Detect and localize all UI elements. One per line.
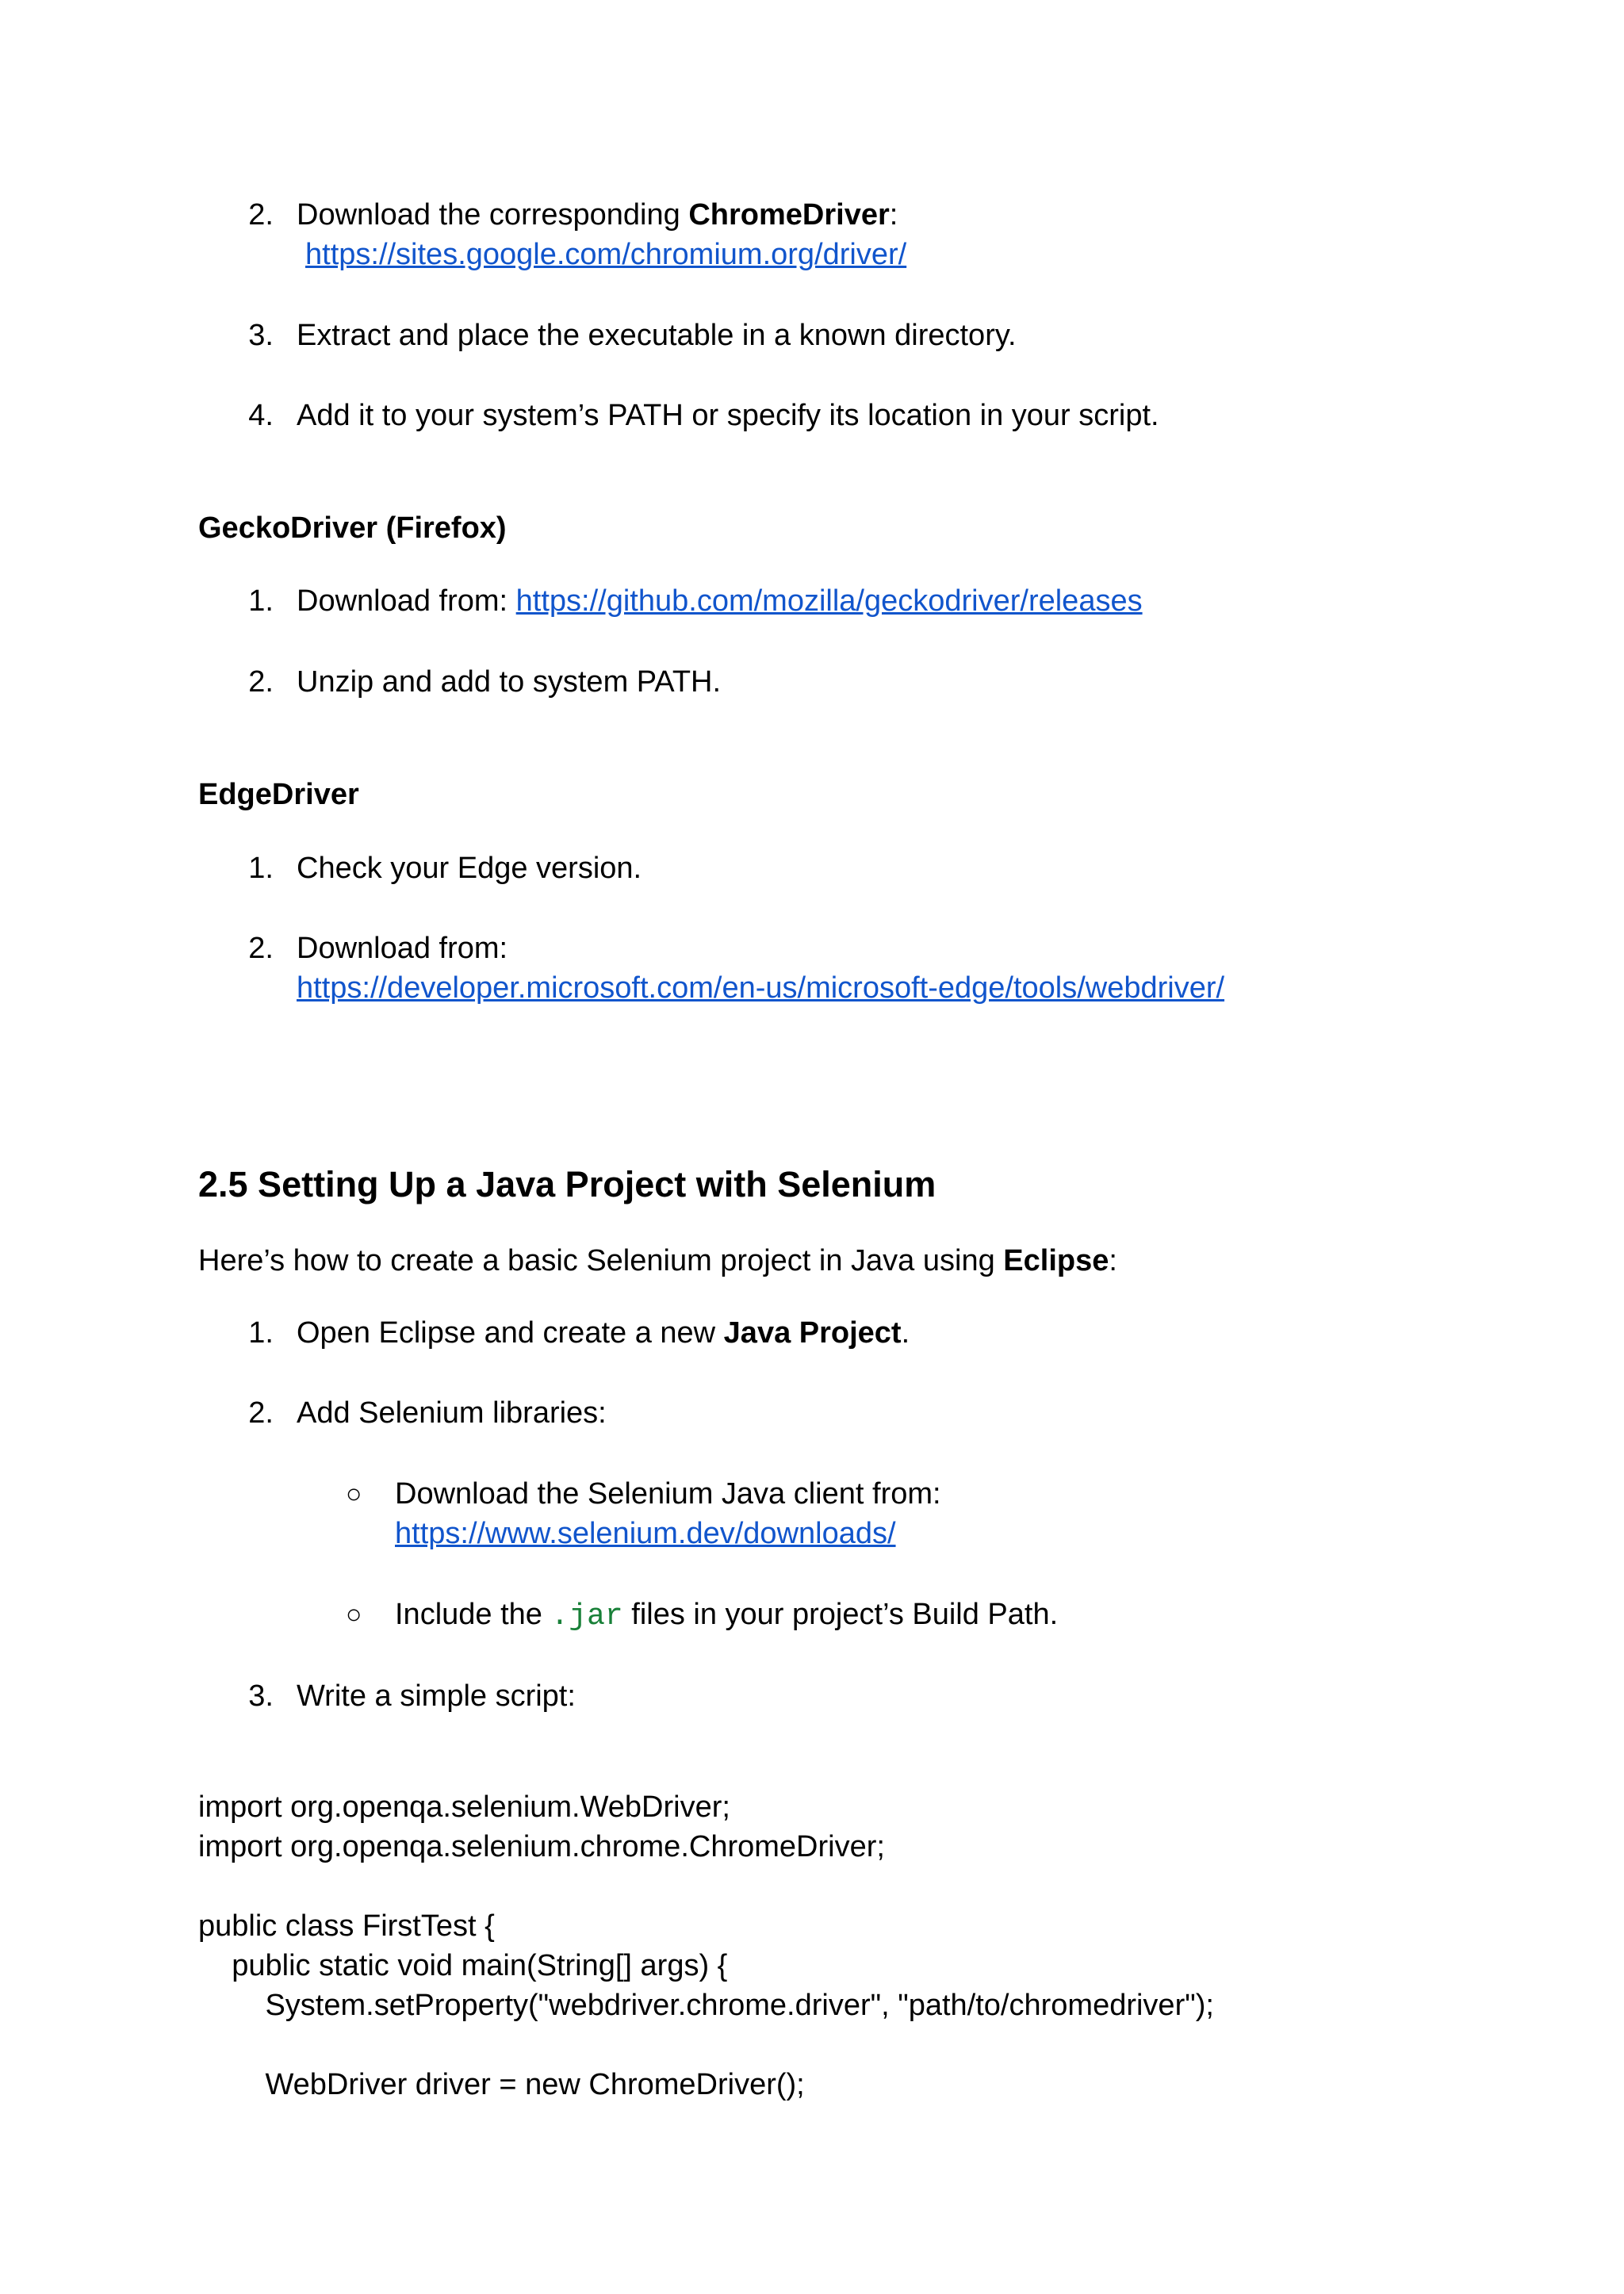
list-item-text [297, 1313, 910, 1353]
list-item-text: Download from: [297, 932, 508, 965]
list-item-text: Check your Edge version. [297, 852, 642, 885]
section-intro [198, 1241, 1117, 1281]
list-item-text-prefix: Open Eclipse and create a new [297, 1316, 724, 1350]
edgedriver-link[interactable]: https://developer.microsoft.com/en-us/microsoft-edge/tools/webdriver/ [297, 971, 1225, 1005]
chromedriver-link[interactable]: https://sites.google.com/chromium.org/driver/ [305, 238, 907, 271]
sub-list-item-prefix: Include the [395, 1598, 551, 1631]
list-item-text: Add it to your system’s PATH or specify its location in your script. [297, 399, 1159, 432]
code-line: public class FirstTest { [198, 1909, 495, 1943]
list-item-text: Extract and place the executable in a known directory. [297, 319, 1017, 352]
code-line: System.setProperty("webdriver.chrome.driver", "path/to/chromedriver"); [198, 1989, 1214, 2022]
list-item-text: Unzip and add to system PATH. [297, 665, 722, 699]
list-number: 1. [248, 1316, 274, 1350]
intro-suffix: : [1109, 1244, 1117, 1277]
list-item-text-prefix: Download from: [297, 584, 516, 618]
geckodriver-link[interactable]: https://github.com/mozilla/geckodriver/releases [515, 584, 1143, 618]
geckodriver-heading: GeckoDriver (Firefox) [198, 511, 507, 545]
list-item-text: Write a simple script: [297, 1679, 576, 1713]
inline-code: .jar [550, 1599, 623, 1633]
list-number: 2. [248, 665, 274, 699]
list-number: 2. [248, 198, 274, 232]
list-item-text: Add Selenium libraries: [297, 1396, 607, 1430]
list-number: 1. [248, 852, 274, 885]
sub-list-item-suffix: files in your project’s Build Path. [622, 1598, 1059, 1631]
list-item-text-suffix: : [889, 198, 898, 232]
list-item-text-suffix: . [901, 1316, 910, 1350]
list-number: 3. [248, 319, 274, 352]
edgedriver-heading: EdgeDriver [198, 778, 359, 811]
list-number: 2. [248, 932, 274, 965]
list-item-text-prefix: Download the corresponding [297, 198, 689, 232]
code-line: import org.openqa.selenium.chrome.ChromeDriver; [198, 1830, 885, 1863]
list-number: 1. [248, 584, 274, 618]
bold-term: ChromeDriver [688, 198, 890, 232]
section-title: 2.5 Setting Up a Java Project with Selenium [198, 1164, 936, 1204]
list-number: 4. [248, 399, 274, 432]
sub-list-item-text [395, 1595, 1058, 1637]
bold-term: Java Project [723, 1316, 902, 1350]
hollow-bullet-icon: ○ [346, 1599, 362, 1630]
code-line: WebDriver driver = new ChromeDriver(); [198, 2068, 805, 2101]
selenium-downloads-link[interactable]: https://www.selenium.dev/downloads/ [395, 1517, 896, 1550]
code-line: public static void main(String[] args) { [198, 1949, 728, 1982]
list-item-text [297, 195, 898, 235]
code-line: import org.openqa.selenium.WebDriver; [198, 1790, 730, 1824]
list-item-text [297, 581, 1143, 621]
hollow-bullet-icon: ○ [346, 1479, 362, 1509]
list-number: 2. [248, 1396, 274, 1430]
intro-prefix: Here’s how to create a basic Selenium project in Java using [198, 1244, 1004, 1277]
list-number: 3. [248, 1679, 274, 1713]
sub-list-item-text: Download the Selenium Java client from: [395, 1477, 941, 1511]
bold-term: Eclipse [1003, 1244, 1109, 1277]
